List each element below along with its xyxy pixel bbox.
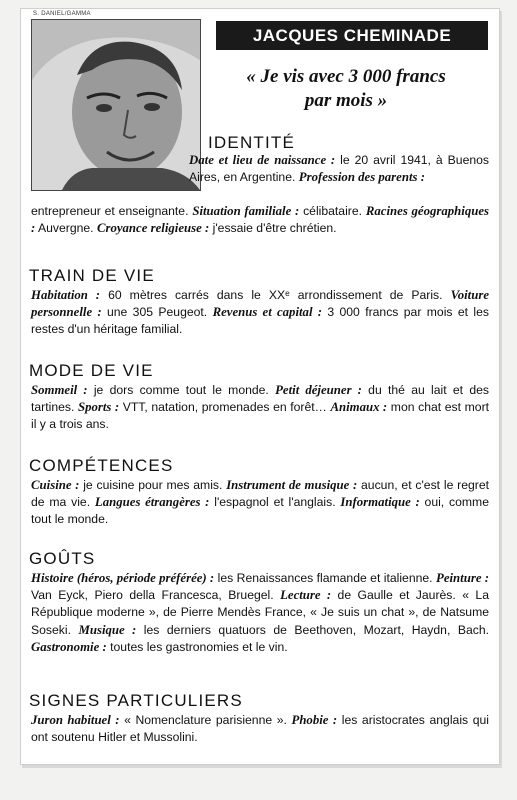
label-profession-parents: Profession des parents :	[298, 170, 425, 185]
label-langues: Langues étrangères :	[94, 495, 210, 510]
label-revenus: Revenus et capital :	[212, 305, 322, 320]
label-habitation: Habitation :	[31, 288, 101, 302]
label-voiture: Voiture personnelle :	[31, 288, 489, 320]
value-phobie: les aristocrates anglais qui ont soutenu Hitler et Mussolini.	[31, 713, 489, 745]
photo-credit: S. DANIEL/GAMMA	[33, 11, 91, 17]
competences-text	[31, 477, 489, 529]
section-heading-identite: IDENTITÉ	[208, 133, 296, 152]
name-banner: JACQUES CHEMINADE	[216, 21, 488, 50]
headline-quote	[211, 65, 481, 113]
value-lecture: de Gaulle et Jaurès. « La République moderne », de Pierre Mendès France, « Je suis un chat », de Natsume Soseki.	[31, 588, 489, 637]
label-lecture: Lecture :	[280, 588, 332, 603]
quote-line-2: par mois »	[304, 90, 388, 111]
value-juron: « Nomenclature parisienne ».	[119, 713, 292, 727]
label-situation-familiale: Situation familiale :	[192, 204, 300, 218]
value-informatique: oui, comme tout le monde.	[31, 495, 489, 527]
mode-text	[31, 382, 489, 434]
value-histoire: les Renaissances flamande et italienne.	[214, 571, 436, 585]
value-musique: les derniers quatuors de Beethoven, Mozart, Haydn, Bach.	[136, 622, 490, 637]
label-musique: Musique :	[78, 622, 137, 637]
label-sommeil: Sommeil :	[31, 383, 88, 397]
train-text	[31, 287, 489, 339]
value-voiture: une 305 Peugeot.	[101, 305, 213, 320]
label-sports: Sports :	[77, 400, 120, 415]
value-revenus: 3 000 francs par mois et les restes d'un héritage familial.	[31, 305, 489, 337]
value-peinture: Van Eyck, Piero della Francesca, Bruegel.	[31, 588, 281, 603]
section-heading-signes: SIGNES PARTICULIERS	[29, 691, 243, 710]
portrait-photo	[31, 19, 201, 191]
section-heading-mode: MODE DE VIE	[29, 361, 154, 380]
value-animaux: mon chat est mort il y a trois ans.	[31, 400, 490, 432]
label-informatique: Informatique :	[340, 495, 420, 510]
label-phobie: Phobie :	[291, 713, 338, 727]
label-instrument: Instrument de musique :	[226, 478, 358, 492]
gouts-text	[31, 570, 489, 656]
value-situation-familiale: célibataire.	[299, 204, 366, 218]
label-petit-dejeuner: Petit déjeuner :	[275, 383, 362, 397]
value-cuisine: je cuisine pour mes amis.	[79, 478, 227, 492]
label-gastronomie: Gastronomie :	[31, 639, 107, 654]
value-sports: VTT, natation, promenades en forêt…	[119, 400, 331, 415]
label-histoire: Histoire (héros, période préférée) :	[31, 571, 215, 585]
value-habitation: 60 mètres carrés dans le XXᵉ arrondissement de Paris.	[100, 288, 451, 302]
value-date-naissance: le 20 avril 1941, à Buenos Aires, en Argentine.	[189, 153, 489, 185]
label-date-naissance: Date et lieu de naissance :	[189, 153, 336, 167]
value-instrument: aucun, et c'est le regret de ma vie.	[31, 478, 489, 510]
label-juron: Juron habituel :	[31, 713, 120, 727]
profile-card	[20, 8, 500, 765]
signes-text	[31, 712, 489, 746]
label-peinture: Peinture :	[436, 571, 490, 585]
section-heading-gouts: GOÛTS	[29, 549, 96, 568]
label-cuisine: Cuisine :	[31, 478, 80, 492]
value-profession-parents: entrepreneur et enseignante.	[31, 204, 193, 218]
value-croyance: j'essaie d'être chrétien.	[209, 221, 337, 236]
section-heading-competences: COMPÉTENCES	[29, 456, 174, 475]
value-sommeil: je dors comme tout le monde.	[87, 383, 276, 397]
identite-text-bottom	[31, 203, 489, 237]
label-racines: Racines géographiques :	[31, 204, 489, 236]
value-langues: l'espagnol et l'anglais.	[209, 495, 341, 510]
label-croyance: Croyance religieuse :	[96, 221, 210, 236]
section-heading-train: TRAIN DE VIE	[29, 266, 155, 285]
label-animaux: Animaux :	[330, 400, 388, 415]
value-racines: Auvergne.	[35, 221, 97, 236]
portrait-illustration	[32, 20, 200, 190]
value-petit-dejeuner: du thé au lait et des tartines.	[31, 383, 489, 415]
quote-line-1: « Je vis avec 3 000 francs	[246, 66, 446, 87]
identite-text-top	[189, 152, 489, 186]
value-gastronomie: toutes les gastronomies et le vin.	[106, 639, 288, 654]
